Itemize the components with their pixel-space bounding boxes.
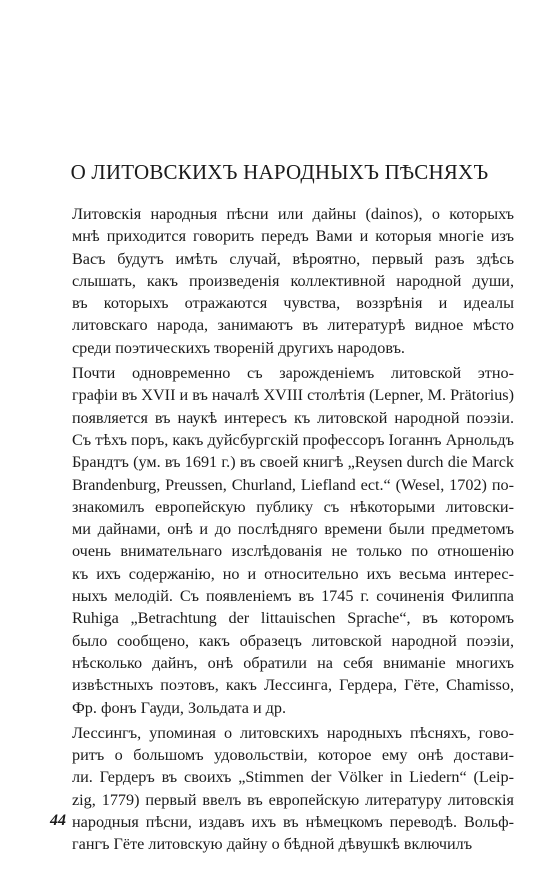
text-line: Брандтъ (ум. въ 1691 г.) въ своей книгѣ „Reysen durch die Marck (72, 453, 514, 472)
text-line: появляется въ наукѣ интересъ къ литовской народной поэзіи. (72, 408, 514, 427)
text-line: zig, 1779) первый ввелъ въ европейскую литературу литовскія (72, 790, 514, 809)
text-line: нѣсколько дайнъ, онѣ обратили на себя вниманіе многихъ (72, 653, 514, 672)
chapter-title: О ЛИТОВСКИХЪ НАРОДНЫХЪ ПѢСНЯХЪ (70, 160, 489, 184)
text-line: среди поэтическихъ твореній другихъ народовъ. (72, 338, 405, 357)
text-line: гангъ Гёте литовскую дайну о бѣдной дѣвушкѣ включилъ (72, 835, 473, 854)
text-line: народныя пѣсни, издавъ ихъ въ нѣмецкомъ переводѣ. Вольф- (72, 813, 514, 832)
text-line: мнѣ приходится говорить передъ Вами и которыя многіе изъ (72, 227, 514, 246)
text-line: ныхъ мелодій. Съ появленіемъ въ 1745 г. сочиненія Филиппа (72, 587, 514, 606)
text-line: Съ тѣхъ поръ, какъ дуйсбургскій профессоръ Іоганнъ Арнольдъ (72, 430, 514, 449)
text-line: къ ихъ содержанію, но и относительно ихъ весьма интерес- (72, 564, 514, 583)
body-text (50, 203, 514, 859)
paragraph (50, 362, 514, 719)
text-line: Ruhiga „Betrachtung der littauischen Sprache“, въ которомъ (72, 609, 514, 628)
paragraph (50, 203, 514, 359)
text-line: графіи въ XVII и въ началѣ XVIII столѣтія (Lepner, M. Prätorius) (72, 386, 514, 405)
text-line: ли. Гердеръ въ своихъ „Stimmen der Völker in Liedern“ (Leip- (72, 768, 514, 787)
text-line: въ которыхъ отражаются чувства, воззрѣнія и идеалы (72, 294, 514, 313)
text-line: ритъ о большомъ удовольствіи, которое ему онѣ достави- (72, 746, 514, 765)
text-line: было сообщено, какъ образецъ литовской народной поэзіи, (72, 631, 514, 650)
text-line: Васъ будутъ имѣть случай, вѣроятно, первый разъ здѣсь (72, 249, 514, 268)
text-line: очень внимательнаго изслѣдованія не только по отношенію (72, 542, 514, 561)
text-line: Фр. фонъ Гауди, Зольдата и др. (72, 698, 287, 717)
text-line: Brandenburg, Preussen, Churland, Liefland ect.“ (Wesel, 1702) по- (72, 475, 514, 494)
page-number: 44 (50, 812, 66, 829)
text-line: знакомилъ европейскую публику съ нѣкоторыми литовски- (72, 497, 514, 516)
text-line: извѣстныхъ поэтовъ, какъ Лессинга, Гердера, Гёте, Chamisso, (72, 676, 514, 695)
text-line: Литовскія народныя пѣсни или дайны (dainos), о которыхъ (72, 205, 514, 223)
text-line: ми дайнами, онѣ и до послѣдняго времени были предметомъ (72, 520, 514, 539)
text-line: Лессингъ, упоминая о литовскихъ народныхъ пѣсняхъ, гово- (72, 723, 514, 742)
text-line: слышать, какъ произведенія коллективной народной души, (72, 271, 514, 290)
text-line: Почти одновременно съ зарожденіемъ литовской этно- (72, 364, 514, 383)
paragraph (50, 722, 514, 856)
text-line: литовскаго народа, занимаютъ въ литературѣ видное мѣсто (72, 316, 514, 335)
